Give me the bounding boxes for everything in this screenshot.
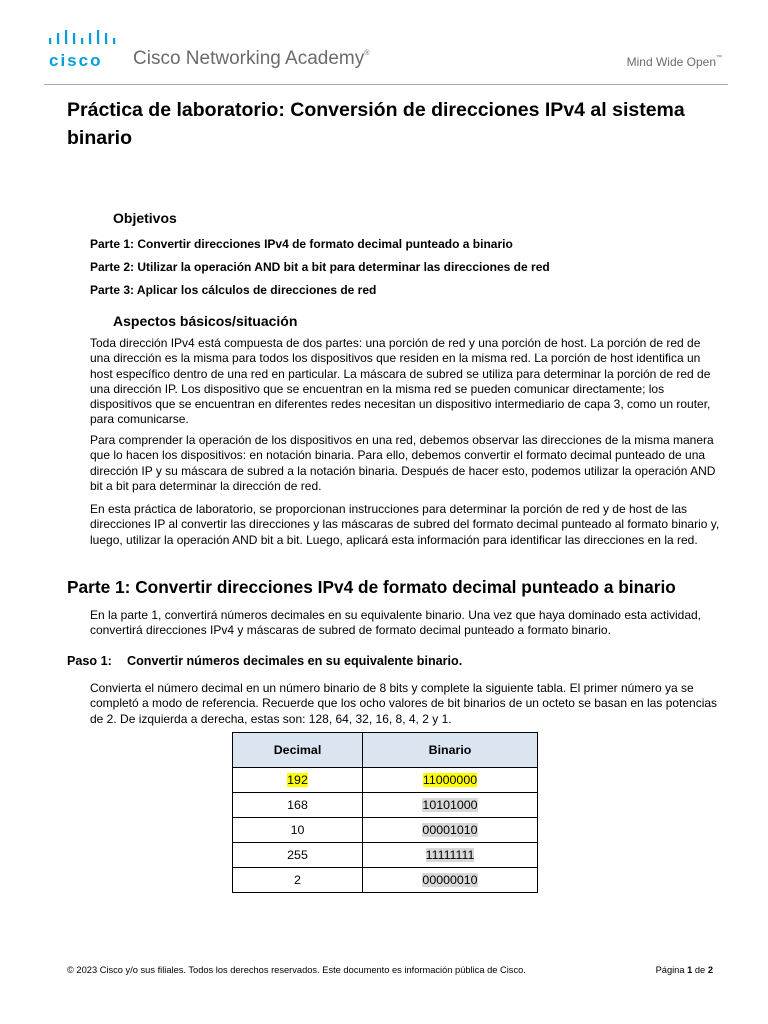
part1-intro: En la parte 1, convertirá números decimales en su equivalente binario. Una vez que haya dominado esta actividad, convertirá direcciones IPv4 y máscaras de subred de formato decimal punteado a formato binario. [90, 608, 702, 638]
table-row [233, 818, 538, 843]
table-row [233, 843, 538, 868]
total-pages: 2 [707, 965, 713, 975]
objective-item: Parte 2: Utilizar la operación AND bit a bit para determinar las direcciones de red [90, 260, 550, 274]
step1-title: Convertir números decimales en su equivalente binario. [127, 654, 463, 668]
binary-cell [363, 793, 538, 818]
table-row [233, 768, 538, 793]
conversion-table [232, 732, 538, 893]
background-paragraph: Toda dirección IPv4 está compuesta de dos partes: una porción de red y una porción de host. La porción de red de una dirección es la misma para todos los dispositivos que residen en la misma red. La porción de host identifica un host específico dentro de una red en particular. La máscara de subred se utiliza para determinar la porción de red de una dirección IP. Los dispositivo que se encuentran en la misma red se pueden comunicar directamente; los dispositivos que se encuentran en diferentes redes necesitan un dispositivo intermediario de capa 3, como un router, para comunicarse. [90, 336, 711, 427]
table-row [233, 868, 538, 893]
page-title: Práctica de laboratorio: Conversión de direcciones IPv4 al sistema binario [67, 99, 685, 149]
binary-value: 11111111 [425, 848, 475, 862]
decimal-cell [233, 793, 363, 818]
objective-item: Parte 3: Aplicar los cálculos de direcciones de red [90, 283, 377, 297]
binary-cell [363, 768, 538, 793]
column-header-decimal: Decimal [233, 733, 363, 768]
decimal-cell [233, 768, 363, 793]
step1-instructions: Convierta el número decimal en un número binario de 8 bits y complete la siguiente tabla. El primer número ya se completó a modo de referencia. Recuerde que los ocho valores de bit binarios de un octeto se basan en las potencias de 2. De izquierda a derecha, estas son: 128, 64, 32, 16, 8, 4, 2 y 1. [90, 681, 718, 726]
background-paragraph: Para comprender la operación de los dispositivos en una red, debemos observar las direcciones de la misma manera que lo hacen los dispositivos: en notación binaria. Para ello, debemos convertir el formato decimal punteado de una dirección IP y su máscara de subred a la notación binaria. Después de hacer esto, podemos utilizar la operación AND bit a bit para determinar la dirección de red. [90, 433, 716, 493]
decimal-value: 255 [287, 848, 308, 862]
header-divider [44, 84, 728, 85]
decimal-cell [233, 868, 363, 893]
column-header-binary: Binario [363, 733, 538, 768]
step1-heading [67, 654, 462, 668]
decimal-value: 192 [287, 773, 308, 787]
decimal-cell [233, 818, 363, 843]
binary-cell [363, 868, 538, 893]
table-row [233, 793, 538, 818]
page-footer [67, 965, 713, 975]
background-heading: Aspectos básicos/situación [113, 313, 298, 329]
binary-value: 11000000 [422, 773, 478, 787]
binary-value: 00000010 [422, 873, 478, 887]
tagline: Mind Wide Open™ [626, 55, 722, 69]
decimal-value: 10 [290, 823, 305, 837]
decimal-cell [233, 843, 363, 868]
step1-label: Paso 1: [67, 654, 112, 668]
copyright-notice: © 2023 Cisco y/o sus filiales. Todos los derechos reservados. Este documento es información pública de Cisco. [67, 965, 526, 975]
binary-value: 10101000 [422, 798, 478, 812]
svg-text:cisco: cisco [49, 51, 103, 70]
background-paragraph: En esta práctica de laboratorio, se proporcionan instrucciones para determinar la porción de red y de host de las direcciones IP al convertir las direcciones y las máscaras de subred del formato decimal punteado al formato binario y, luego, utilizar la operación AND bit a bit. Luego, aplicará esta información para identificar las direcciones en la red. [90, 502, 720, 547]
page-header [0, 0, 768, 90]
binary-cell [363, 818, 538, 843]
academy-name: Cisco Networking Academy® [133, 48, 370, 69]
decimal-value: 2 [294, 873, 301, 887]
current-page: 1 [687, 965, 693, 975]
decimal-value: 168 [287, 798, 308, 812]
binary-cell [363, 843, 538, 868]
cisco-logo [44, 30, 116, 70]
page-number: Página 1 de 2 [655, 965, 713, 975]
objective-item: Parte 1: Convertir direcciones IPv4 de formato decimal punteado a binario [90, 237, 513, 251]
objectives-heading: Objetivos [113, 210, 177, 226]
table-header-row [233, 733, 538, 768]
part1-heading: Parte 1: Convertir direcciones IPv4 de formato decimal punteado a binario [67, 577, 676, 597]
binary-value: 00001010 [422, 823, 478, 837]
